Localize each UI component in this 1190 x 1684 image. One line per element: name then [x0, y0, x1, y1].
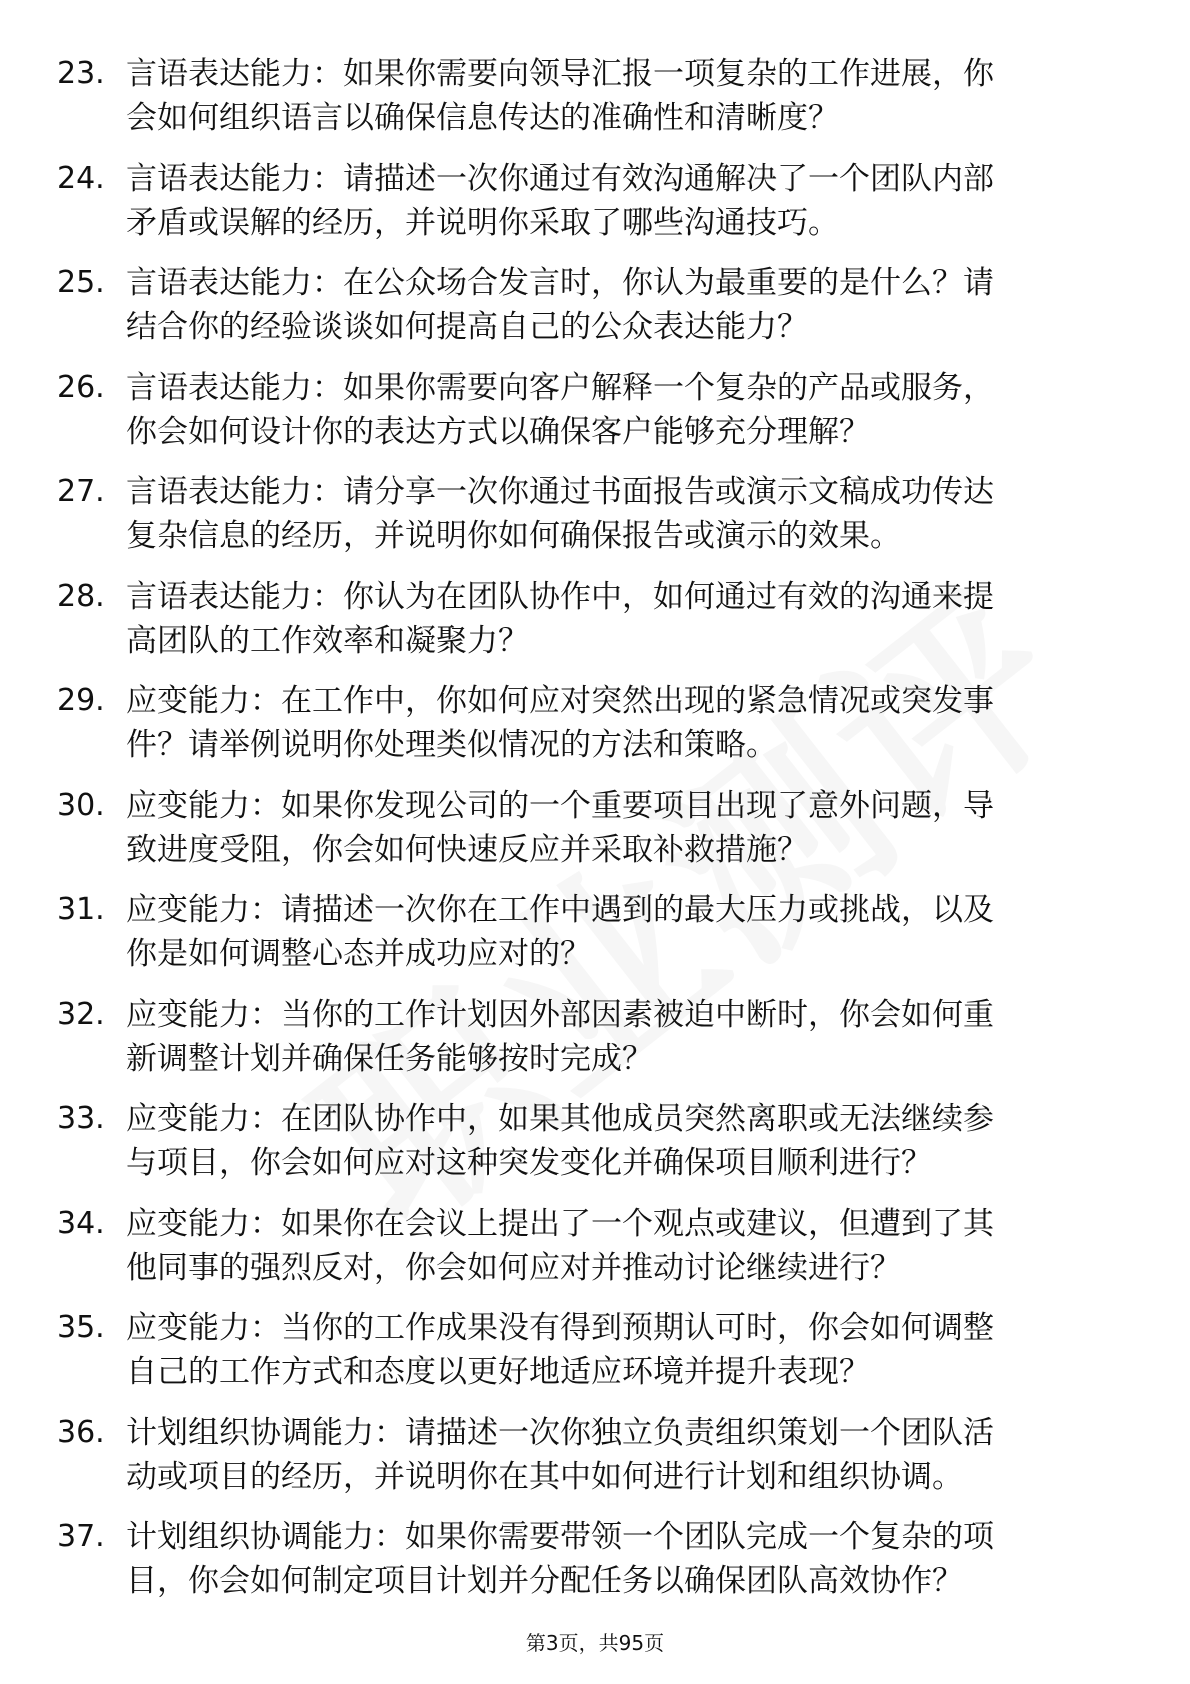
- question-text: [126, 993, 1106, 1081]
- question-number: 23.: [57, 56, 105, 91]
- question-text-line: 言语表达能力：请分享一次你通过书面报告或演示文稿成功传达: [126, 474, 994, 510]
- question-item: [0, 366, 1190, 471]
- question-text: [126, 888, 1106, 976]
- question-number: 32.: [57, 996, 105, 1032]
- question-number: 34.: [57, 1205, 105, 1241]
- question-item: [0, 52, 1190, 157]
- question-number: 31.: [57, 892, 105, 927]
- question-item: [0, 261, 1190, 366]
- question-text-line: 言语表达能力：你认为在团队协作中，如何通过有效的沟通来提: [126, 578, 994, 615]
- question-text-line: 言语表达能力：请描述一次你通过有效沟通解决了一个团队内部: [126, 160, 994, 197]
- question-text: [126, 52, 1106, 140]
- question-item: [0, 1411, 1190, 1516]
- question-text-line: 与项目，你会如何应对这种突发变化并确保项目顺利进行？: [126, 1145, 932, 1181]
- question-text-line: 应变能力：如果你发现公司的一个重要项目出现了意外问题，导: [126, 787, 994, 824]
- question-text-line: 自己的工作方式和态度以更好地适应环境并提升表现？: [126, 1354, 870, 1390]
- question-text-line: 应变能力：在工作中，你如何应对突然出现的紧急情况或突发事: [126, 683, 994, 719]
- question-item: [0, 1097, 1190, 1202]
- question-item: [0, 784, 1190, 889]
- question-number: 26.: [57, 369, 105, 405]
- question-number: 30.: [57, 787, 105, 823]
- question-text: [126, 1097, 1106, 1185]
- question-text-line: 目，你会如何制定项目计划并分配任务以确保团队高效协作？: [126, 1563, 963, 1599]
- question-text: [126, 1515, 1106, 1603]
- question-number: 35.: [57, 1310, 105, 1345]
- question-text: [126, 261, 1106, 349]
- question-text-line: 他同事的强烈反对，你会如何应对并推动讨论继续进行？: [126, 1249, 901, 1286]
- question-text-line: 应变能力：当你的工作计划因外部因素被迫中断时，你会如何重: [126, 996, 994, 1033]
- question-item: [0, 1306, 1190, 1411]
- question-number: 33.: [57, 1101, 105, 1136]
- question-item: [0, 993, 1190, 1098]
- question-text: [126, 470, 1106, 558]
- question-text-line: 应变能力：当你的工作成果没有得到预期认可时，你会如何调整: [126, 1310, 994, 1346]
- question-number: 37.: [57, 1519, 105, 1554]
- question-text-line: 件？请举例说明你处理类似情况的方法和策略。: [126, 727, 777, 763]
- question-text: [126, 1202, 1106, 1290]
- question-number: 29.: [57, 683, 105, 718]
- question-item: [0, 470, 1190, 575]
- question-text: [126, 157, 1106, 245]
- question-item: [0, 575, 1190, 680]
- question-text: [126, 1411, 1106, 1499]
- question-text: [126, 784, 1106, 872]
- question-item: [0, 888, 1190, 993]
- question-number: 24.: [57, 160, 105, 196]
- question-text-line: 会如何组织语言以确保信息传达的准确性和清晰度？: [126, 100, 839, 136]
- question-item: [0, 157, 1190, 262]
- question-text-line: 应变能力：如果你在会议上提出了一个观点或建议，但遭到了其: [126, 1205, 994, 1242]
- question-text-line: 你会如何设计你的表达方式以确保客户能够充分理解？: [126, 413, 870, 450]
- question-number: 25.: [57, 265, 105, 300]
- question-text-line: 矛盾或误解的经历，并说明你采取了哪些沟通技巧。: [126, 204, 839, 241]
- question-text-line: 应变能力：请描述一次你在工作中遇到的最大压力或挑战，以及: [126, 892, 994, 928]
- question-text-line: 计划组织协调能力：请描述一次你独立负责组织策划一个团队活: [126, 1414, 994, 1451]
- question-text-line: 新调整计划并确保任务能够按时完成？: [126, 1040, 653, 1077]
- question-text-line: 计划组织协调能力：如果你需要带领一个团队完成一个复杂的项: [126, 1519, 994, 1555]
- question-text-line: 言语表达能力：在公众场合发言时，你认为最重要的是什么？请: [126, 265, 994, 301]
- question-number: 36.: [57, 1414, 105, 1450]
- question-text-line: 你是如何调整心态并成功应对的？: [126, 936, 591, 972]
- question-text-line: 动或项目的经历，并说明你在其中如何进行计划和组织协调。: [126, 1458, 963, 1495]
- question-number: 27.: [57, 474, 105, 509]
- question-text-line: 复杂信息的经历，并说明你如何确保报告或演示的效果。: [126, 518, 901, 554]
- question-text: [126, 575, 1106, 663]
- question-item: [0, 1202, 1190, 1307]
- question-number: 28.: [57, 578, 105, 614]
- question-text-line: 高团队的工作效率和凝聚力？: [126, 622, 529, 659]
- page-footer: 第3页，共95页: [525, 1631, 665, 1655]
- question-text-line: 结合你的经验谈谈如何提高自己的公众表达能力？: [126, 309, 808, 345]
- question-text: [126, 679, 1106, 767]
- question-item: [0, 679, 1190, 784]
- question-text-line: 言语表达能力：如果你需要向领导汇报一项复杂的工作进展，你: [126, 56, 994, 92]
- question-item: [0, 1515, 1190, 1620]
- question-list: [0, 52, 1190, 1620]
- question-text-line: 言语表达能力：如果你需要向客户解释一个复杂的产品或服务，: [126, 369, 994, 406]
- question-text-line: 应变能力：在团队协作中，如果其他成员突然离职或无法继续参: [126, 1101, 994, 1137]
- question-text: [126, 366, 1106, 454]
- question-text: [126, 1306, 1106, 1394]
- question-text-line: 致进度受阻，你会如何快速反应并采取补救措施？: [126, 831, 808, 868]
